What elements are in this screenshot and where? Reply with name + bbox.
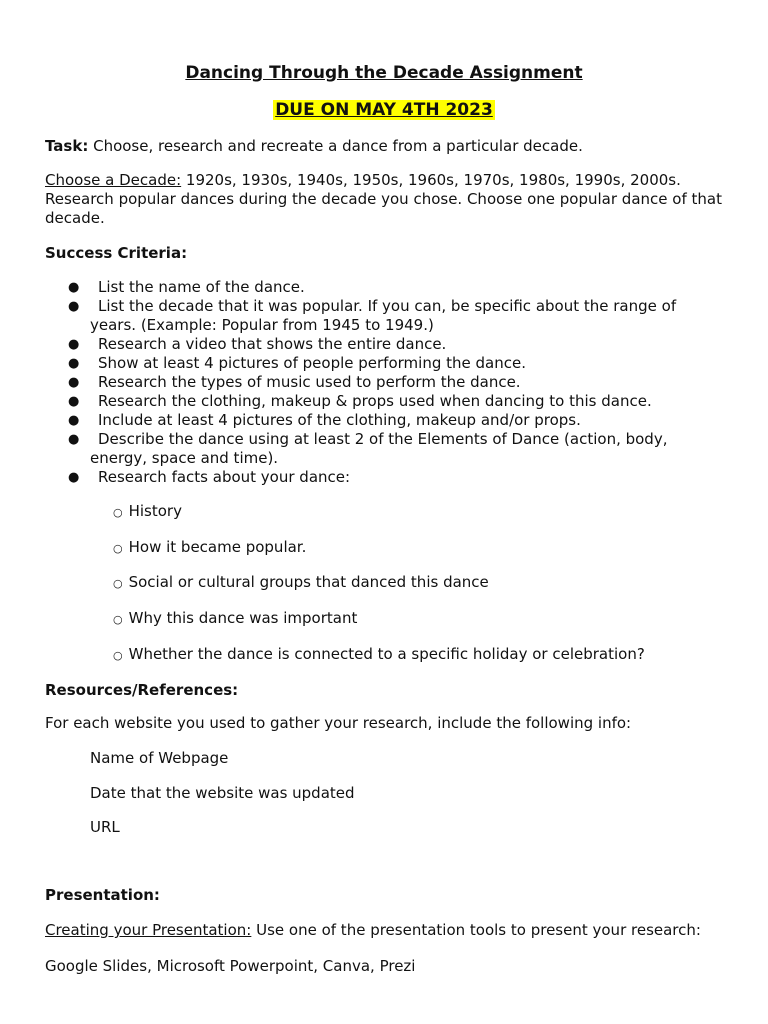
bullet-icon: ●: [68, 394, 80, 409]
list-item: ● Include at least 4 pictures of the clothing, makeup and/or props.: [68, 411, 581, 429]
sub-list-item: ○ How it became popular.: [113, 538, 307, 556]
list-item: ● Research the clothing, makeup & props used when dancing to this dance.: [68, 392, 652, 410]
circle-bullet-icon: ○: [113, 542, 123, 555]
creating-label: Creating your Presentation:: [45, 921, 252, 939]
circle-bullet-icon: ○: [113, 506, 123, 519]
resources-heading: Resources/References:: [45, 681, 239, 699]
resource-item: Date that the website was updated: [90, 784, 355, 802]
document-title: Dancing Through the Decade Assignment: [185, 63, 583, 83]
list-item: ● Describe the dance using at least 2 of the Elements of Dance (action, body, energy, space and time).: [68, 430, 668, 467]
sub-list-item: ○ Whether the dance is connected to a specific holiday or celebration?: [113, 645, 645, 663]
list-item: ● List the name of the dance.: [68, 278, 305, 296]
bullet-icon: ●: [68, 280, 80, 295]
success-heading: Success Criteria:: [45, 244, 188, 262]
resource-item: URL: [90, 818, 120, 836]
list-item: ● List the decade that it was popular. If you can, be specific about the range of years. (Example: Popular from 1945 to 1949.): [68, 297, 677, 334]
creating-line: [45, 921, 735, 940]
decade-paragraph: Choose a Decade: 1920s, 1930s, 1940s, 1950s, 1960s, 1970s, 1980s, 1990s, 2000s. Research popular dances during the decade you chose. Choose one popular dance of that decade.: [45, 171, 722, 227]
bullet-icon: ●: [68, 299, 80, 314]
decade-text: 1920s, 1930s, 1940s, 1950s, 1960s, 1970s, 1980s, 1990s, 2000s. Research popular dances during the decade you chose. Choose one popular dance of that decade.: [45, 171, 722, 227]
bullet-icon: ●: [68, 413, 80, 428]
bullet-icon: ●: [68, 337, 80, 352]
sub-list-item: ○ Why this dance was important: [113, 609, 358, 627]
presentation-heading: Presentation:: [45, 886, 160, 904]
due-date: DUE ON MAY 4TH 2023: [275, 100, 493, 120]
bullet-icon: ●: [68, 375, 80, 390]
bullet-icon: ●: [68, 356, 80, 371]
sub-list-item: ○ Social or cultural groups that danced this dance: [113, 573, 489, 591]
sub-list-item: ○ History: [113, 502, 182, 520]
resource-item: Name of Webpage: [90, 749, 229, 767]
circle-bullet-icon: ○: [113, 649, 123, 662]
list-item: ● Research a video that shows the entire dance.: [68, 335, 447, 353]
circle-bullet-icon: ○: [113, 613, 123, 626]
tools-line: Google Slides, Microsoft Powerpoint, Canva, Prezi: [45, 957, 416, 975]
resources-intro: For each website you used to gather your research, include the following info:: [45, 714, 632, 732]
circle-bullet-icon: ○: [113, 577, 123, 590]
task-text: Choose, research and recreate a dance from a particular decade.: [88, 137, 583, 155]
bullet-icon: ●: [68, 432, 80, 447]
task-line: [45, 137, 735, 156]
task-label: Task:: [45, 137, 89, 155]
list-item: ● Show at least 4 pictures of people performing the dance.: [68, 354, 526, 372]
list-item: ● Research the types of music used to perform the dance.: [68, 373, 521, 391]
list-item: ● Research facts about your dance:: [68, 468, 351, 486]
creating-text: Use one of the presentation tools to present your research:: [251, 921, 701, 939]
decade-label: Choose a Decade: [45, 171, 177, 189]
bullet-icon: ●: [68, 470, 80, 485]
